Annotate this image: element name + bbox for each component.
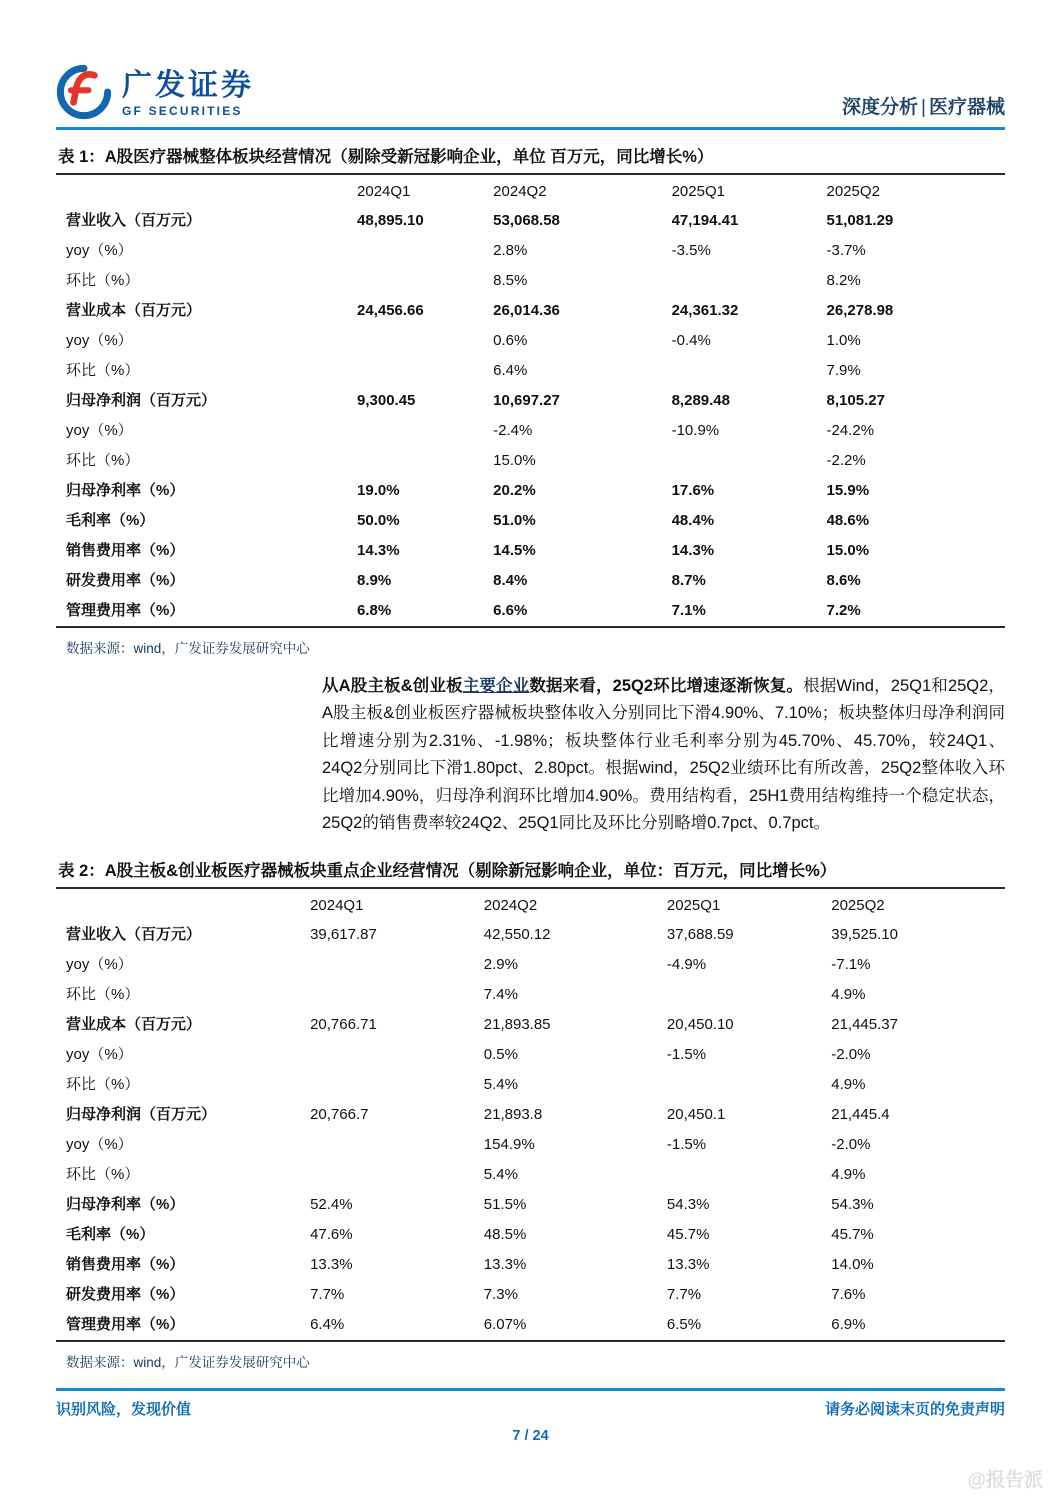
paragraph-lead-part1: 从A股主板&创业板 [322, 677, 463, 695]
watermark: @报告派 [967, 1470, 1043, 1491]
row-label: 研发费用率（%） [66, 1286, 185, 1304]
row-label: 营业收入（百万元） [66, 926, 202, 944]
table-row [56, 266, 1005, 296]
cell-value: 6.5% [666, 1316, 702, 1334]
cell-value: 4.9% [831, 1166, 866, 1184]
cell-value [357, 446, 493, 476]
row-label-header [56, 889, 310, 920]
cell-value: 47.6% [310, 1226, 353, 1244]
cell-value: 26,014.36 [493, 302, 560, 319]
row-label: yoy（%） [66, 1136, 133, 1154]
cell-value: -4.9% [666, 956, 707, 974]
cell-value: 8.4% [493, 572, 528, 589]
row-label: 营业成本（百万元） [66, 1016, 202, 1034]
table1-header-row [56, 175, 1005, 206]
table-row [56, 1310, 1005, 1341]
cell-value: 7.7% [310, 1286, 345, 1304]
brand-name-en: GF SECURITIES [122, 104, 243, 118]
cell-value: 14.5% [493, 542, 536, 559]
body-paragraph [322, 673, 1005, 837]
cell-value: 19.0% [357, 482, 400, 499]
cell-value: 154.9% [483, 1136, 535, 1154]
cell-value [357, 356, 493, 386]
table-row [56, 386, 1005, 416]
cell-value: 21,893.8 [483, 1106, 543, 1124]
cell-value: 0.6% [493, 332, 528, 349]
cell-value: 47,194.41 [671, 212, 739, 229]
cell-value: 14.3% [357, 542, 400, 559]
row-label: 营业收入（百万元） [66, 212, 202, 229]
cell-value: 15.9% [826, 482, 870, 499]
table-row [56, 1280, 1005, 1310]
cell-value: 17.6% [671, 482, 715, 499]
table-row [56, 236, 1005, 266]
table2-title: 表 2：A股主板&创业板医疗器械板块重点企业经营情况（剔除新冠影响企业，单位：百万元，同比增长%） [56, 853, 1005, 889]
row-label: 环比（%） [66, 362, 140, 379]
table-row [56, 950, 1005, 980]
table-row [56, 1160, 1005, 1190]
cell-value: -1.5% [666, 1046, 707, 1064]
cell-value: 42,550.12 [483, 926, 551, 944]
cell-value: 24,456.66 [357, 302, 424, 319]
table-row [56, 1190, 1005, 1220]
cell-value: 8,289.48 [671, 392, 730, 409]
cell-value: 7.2% [826, 602, 861, 619]
page-footer [56, 1388, 1005, 1444]
cell-value: 14.3% [671, 542, 715, 559]
page-header [56, 0, 1005, 125]
cell-value: 8,105.27 [826, 392, 885, 409]
row-label: 管理费用率（%） [66, 602, 185, 619]
cell-value [357, 326, 493, 356]
cell-value: 6.6% [493, 602, 528, 619]
quarter-header: 2024Q1 [310, 897, 364, 915]
cell-value [310, 1040, 484, 1070]
cell-value: 51.5% [483, 1196, 527, 1214]
cell-value [672, 266, 827, 296]
row-label: 归母净利率（%） [66, 1196, 185, 1214]
row-label: 归母净利润（百万元） [66, 392, 217, 409]
row-label: 管理费用率（%） [66, 1316, 185, 1334]
cell-value: 9,300.45 [357, 392, 416, 409]
cell-value: 20,766.7 [310, 1106, 369, 1124]
cell-value: 6.4% [310, 1316, 345, 1334]
table1 [56, 175, 1005, 628]
cell-value [357, 416, 493, 446]
table-row [56, 1100, 1005, 1130]
cell-value: 8.7% [671, 572, 706, 589]
footer-disclaimer: 请务必阅读末页的免责声明 [824, 1401, 1005, 1418]
paragraph-body-text: 根据Wind，25Q1和25Q2，A股主板&创业板医疗器械板块整体收入分别同比下滑4.90%、7.10%；板块整体归母净利润同比增速分别为2.31%、-1.98%；板块整体行业毛利率分别为45.70%、45.70%，较24Q1、24Q2分别同比下滑1.80pct、2.80pct。根据wind，25Q2业绩环比有所改善，25Q2整体收入环比增加4.90%，归母净利润环比增加4.90%。费用结构看，25H1费用结构维持一个稳定状态，25Q2的销售费率较24Q2、25Q1同比及环比分别略增0.7pct、0.7pct。 [322, 677, 1005, 833]
cell-value [667, 980, 831, 1010]
page-number: 7 / 24 [512, 1428, 549, 1444]
cell-value: 7.9% [826, 362, 861, 379]
row-label: 销售费用率（%） [66, 542, 185, 559]
cell-value: 52.4% [310, 1196, 353, 1214]
row-label: yoy（%） [66, 956, 133, 974]
cell-value: 7.6% [831, 1286, 866, 1304]
table-row [56, 1220, 1005, 1250]
table-row [56, 326, 1005, 356]
table-row [56, 1010, 1005, 1040]
cell-value: 50.0% [357, 512, 400, 529]
cell-value: 51,081.29 [826, 212, 894, 229]
row-label-header [56, 175, 357, 206]
cell-value: 21,893.85 [483, 1016, 551, 1034]
cell-value: 45.7% [666, 1226, 710, 1244]
cell-value [310, 980, 484, 1010]
cell-value [310, 1070, 484, 1100]
row-label: 归母净利润（百万元） [66, 1106, 217, 1124]
quarter-header: 2024Q2 [483, 897, 538, 915]
row-label: yoy（%） [66, 332, 133, 349]
cell-value: 6.07% [483, 1316, 527, 1334]
cell-value: -2.2% [826, 452, 866, 469]
cell-value: 8.5% [493, 272, 528, 289]
cell-value: 7.7% [666, 1286, 702, 1304]
cell-value: 54.3% [666, 1196, 710, 1214]
table-row [56, 1130, 1005, 1160]
cell-value: -7.1% [831, 956, 871, 974]
table-row [56, 920, 1005, 950]
table-row [56, 536, 1005, 566]
row-label: 环比（%） [66, 1076, 140, 1094]
cell-value [667, 1160, 831, 1190]
row-label: 营业成本（百万元） [66, 302, 202, 319]
table-row [56, 566, 1005, 596]
cell-value: 37,688.59 [666, 926, 734, 944]
cell-value: -2.0% [831, 1136, 871, 1154]
row-label: 环比（%） [66, 452, 140, 469]
table2 [56, 889, 1005, 1342]
cell-value: 53,068.58 [493, 212, 560, 229]
cell-value: 10,697.27 [493, 392, 560, 409]
cell-value: 2.8% [493, 242, 528, 259]
cell-value: 15.0% [493, 452, 536, 469]
cell-value: 4.9% [831, 986, 866, 1004]
cell-value [357, 266, 493, 296]
cell-value: -2.0% [831, 1046, 871, 1064]
table-row [56, 1070, 1005, 1100]
cell-value: 20,766.71 [310, 1016, 377, 1034]
cell-value: 51.0% [493, 512, 536, 529]
table-row [56, 596, 1005, 627]
quarter-header: 2024Q1 [357, 183, 411, 200]
cell-value: 13.3% [483, 1256, 527, 1274]
row-label: 研发费用率（%） [66, 572, 185, 589]
row-label: 归母净利率（%） [66, 482, 185, 499]
table-row [56, 1250, 1005, 1280]
row-label: 毛利率（%） [66, 512, 155, 529]
brand-name-cn: 广发证券 [122, 69, 254, 102]
cell-value: 54.3% [831, 1196, 874, 1214]
cell-value: 7.4% [483, 986, 518, 1004]
table-row [56, 476, 1005, 506]
report-category [842, 92, 1005, 125]
cell-value: 48,895.10 [357, 212, 424, 229]
header-rule [56, 127, 1005, 130]
cell-value: -10.9% [671, 422, 720, 439]
cell-value [310, 1160, 484, 1190]
table1-title: 表 1：A股医疗器械整体板块经营情况（剔除受新冠影响企业，单位 百万元，同比增长%） [56, 139, 1005, 175]
cell-value: 7.1% [671, 602, 706, 619]
gf-securities-logo-icon [56, 64, 112, 125]
quarter-header: 2024Q2 [493, 183, 547, 200]
table-row [56, 416, 1005, 446]
cell-value: 0.5% [483, 1046, 518, 1064]
quarter-header: 2025Q2 [826, 183, 880, 200]
row-label: 销售费用率（%） [66, 1256, 185, 1274]
category-label: 深度分析 [842, 97, 919, 118]
cell-value: 15.0% [826, 542, 870, 559]
cell-value: 48.4% [671, 512, 715, 529]
row-label: 毛利率（%） [66, 1226, 155, 1244]
cell-value: -1.5% [666, 1136, 707, 1154]
category-divider: | [921, 97, 926, 118]
cell-value: 39,617.87 [310, 926, 377, 944]
table-row [56, 446, 1005, 476]
sector-label: 医疗器械 [928, 97, 1005, 118]
cell-value: 13.3% [666, 1256, 710, 1274]
table1-source: 数据来源：wind，广发证券发展研究中心 [66, 641, 310, 656]
cell-value: -3.7% [826, 242, 866, 259]
row-label: yoy（%） [66, 422, 133, 439]
cell-value: 20,450.1 [666, 1106, 726, 1124]
cell-value: 6.9% [831, 1316, 866, 1334]
cell-value: 4.9% [831, 1076, 866, 1094]
cell-value: 7.3% [483, 1286, 518, 1304]
cell-value: -24.2% [826, 422, 875, 439]
quarter-header: 2025Q1 [671, 183, 725, 200]
cell-value: 21,445.4 [831, 1106, 890, 1124]
cell-value: 8.2% [826, 272, 861, 289]
paragraph-lead-part2: 数据来看，25Q2环比增速逐渐恢复。 [529, 677, 804, 695]
table-row [56, 980, 1005, 1010]
row-label: yoy（%） [66, 1046, 133, 1064]
cell-value: 6.4% [493, 362, 528, 379]
cell-value: 14.0% [831, 1256, 874, 1274]
quarter-header: 2025Q2 [831, 897, 885, 915]
cell-value: 20.2% [493, 482, 536, 499]
brand-logo [56, 64, 254, 125]
row-label: 环比（%） [66, 272, 140, 289]
cell-value [357, 236, 493, 266]
table-row [56, 206, 1005, 236]
cell-value: 26,278.98 [826, 302, 894, 319]
cell-value: 39,525.10 [831, 926, 898, 944]
footer-slogan: 识别风险，发现价值 [56, 1401, 192, 1418]
row-label: yoy（%） [66, 242, 133, 259]
brand-text [122, 71, 254, 118]
footer-rule [56, 1388, 1005, 1391]
cell-value: -3.5% [671, 242, 711, 259]
table-row [56, 506, 1005, 536]
cell-value: 48.6% [826, 512, 870, 529]
cell-value: 13.3% [310, 1256, 353, 1274]
cell-value: 20,450.10 [666, 1016, 734, 1034]
cell-value [672, 446, 827, 476]
cell-value [310, 1130, 484, 1160]
table-row [56, 356, 1005, 386]
cell-value [667, 1070, 831, 1100]
cell-value: 8.9% [357, 572, 392, 589]
cell-value: -0.4% [671, 332, 711, 349]
cell-value [672, 356, 827, 386]
cell-value: -2.4% [493, 422, 533, 439]
cell-value: 2.9% [483, 956, 518, 974]
quarter-header: 2025Q1 [666, 897, 721, 915]
cell-value: 8.6% [826, 572, 861, 589]
row-label: 环比（%） [66, 1166, 140, 1184]
table-row [56, 296, 1005, 326]
key-companies-link[interactable]: 主要企业 [462, 677, 530, 695]
table-row [56, 1040, 1005, 1070]
cell-value: 1.0% [826, 332, 861, 349]
cell-value: 21,445.37 [831, 1016, 898, 1034]
cell-value: 5.4% [483, 1166, 518, 1184]
cell-value: 6.8% [357, 602, 392, 619]
row-label: 环比（%） [66, 986, 140, 1004]
cell-value: 24,361.32 [671, 302, 739, 319]
cell-value: 45.7% [831, 1226, 874, 1244]
cell-value [310, 950, 484, 980]
cell-value: 48.5% [483, 1226, 527, 1244]
table2-header-row [56, 889, 1005, 920]
cell-value: 5.4% [483, 1076, 518, 1094]
table2-source: 数据来源：wind，广发证券发展研究中心 [66, 1355, 310, 1371]
